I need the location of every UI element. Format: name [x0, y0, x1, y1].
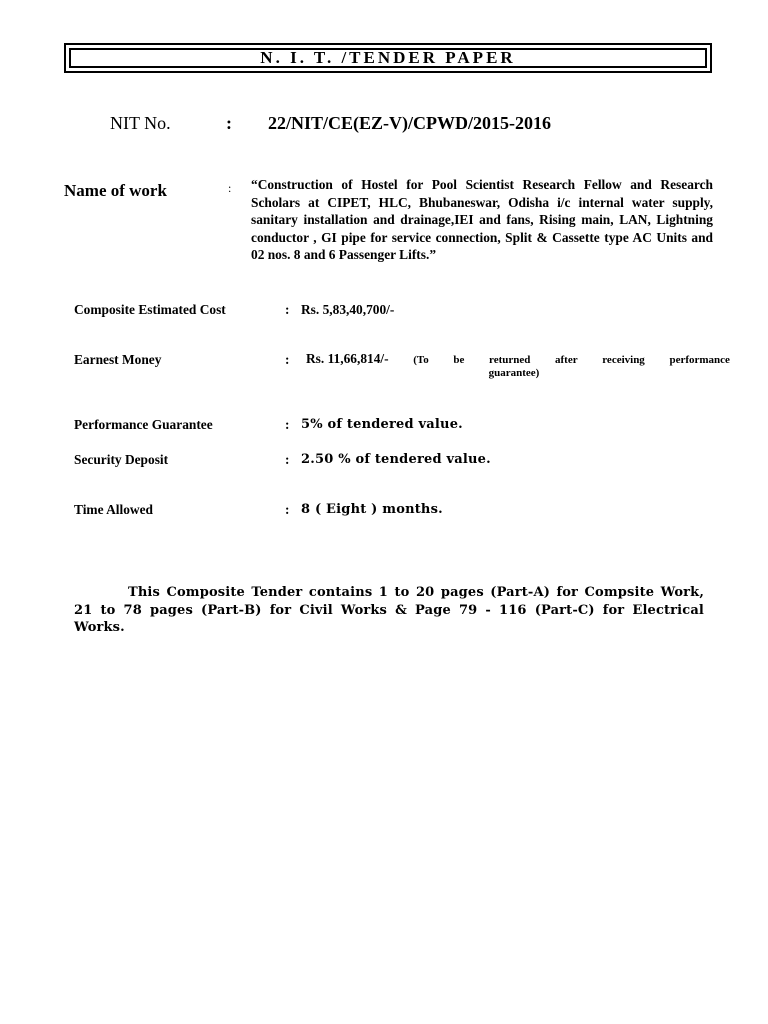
time-allowed-value: 8 ( Eight ) months. — [301, 502, 443, 517]
name-of-work-label: Name of work — [64, 181, 167, 200]
composite-estimated-cost-value: Rs. 5,83,40,700/- — [301, 302, 395, 317]
performance-guarantee-value: 5% of tendered value. — [301, 417, 463, 432]
earnest-money-note-word: performance — [669, 354, 730, 366]
name-of-work-value: “Construction of Hostel for Pool Scientist Research Fellow and Research Scholars at CIPET, HLC, Bhubaneswar, Odisha i/c internal water supply, sanitary installation and drainage,IEI and fans, Rising main, LAN, Lightning conductor , GI pipe for service connection, Split & Cassette type AC Units and 02 nos. 8 and 6 Passenger Lifts.” — [251, 177, 713, 263]
nit-number-colon: : — [226, 113, 232, 133]
earnest-money-label: Earnest Money — [74, 352, 162, 367]
earnest-money-note-word: (To — [413, 354, 429, 366]
nit-number-label: NIT No. — [110, 113, 171, 133]
earnest-money-note-word: be — [453, 354, 465, 366]
composite-estimated-cost-label: Composite Estimated Cost — [74, 302, 226, 317]
security-deposit-label: Security Deposit — [74, 452, 169, 467]
document-title: N. I. T. /TENDER PAPER — [260, 48, 516, 67]
performance-guarantee-colon: : — [285, 417, 290, 432]
security-deposit-colon: : — [285, 452, 290, 467]
earnest-money-amount: Rs. 11,66,814/- — [306, 351, 389, 366]
earnest-money-line-1 — [306, 351, 730, 367]
nit-number-value: 22/NIT/CE(EZ-V)/CPWD/2015-2016 — [268, 113, 551, 133]
earnest-money-value — [306, 351, 730, 379]
composite-estimated-cost-colon: : — [285, 302, 290, 317]
tender-summary-text: This Composite Tender contains 1 to 20 pages (Part-A) for Compsite Work, 21 to 78 pages (Part-B) for Civil Works & Page 79 - 116 (Part-C) for Electrical Works. — [74, 585, 704, 636]
title-box — [64, 43, 712, 73]
earnest-money-colon: : — [285, 352, 290, 367]
earnest-money-note-word: receiving — [602, 354, 645, 366]
time-allowed-label: Time Allowed — [74, 502, 153, 517]
tender-summary-paragraph — [74, 584, 704, 637]
earnest-money-note-line-2: guarantee) — [488, 367, 540, 379]
title-box-inner-border — [69, 48, 707, 68]
time-allowed-colon: : — [285, 502, 290, 517]
earnest-money-note-word: returned — [489, 354, 531, 366]
name-of-work-colon: : — [228, 181, 232, 195]
security-deposit-value: 2.50 % of tendered value. — [301, 452, 491, 467]
performance-guarantee-label: Performance Guarantee — [74, 417, 213, 432]
earnest-money-note-word: after — [555, 354, 578, 366]
